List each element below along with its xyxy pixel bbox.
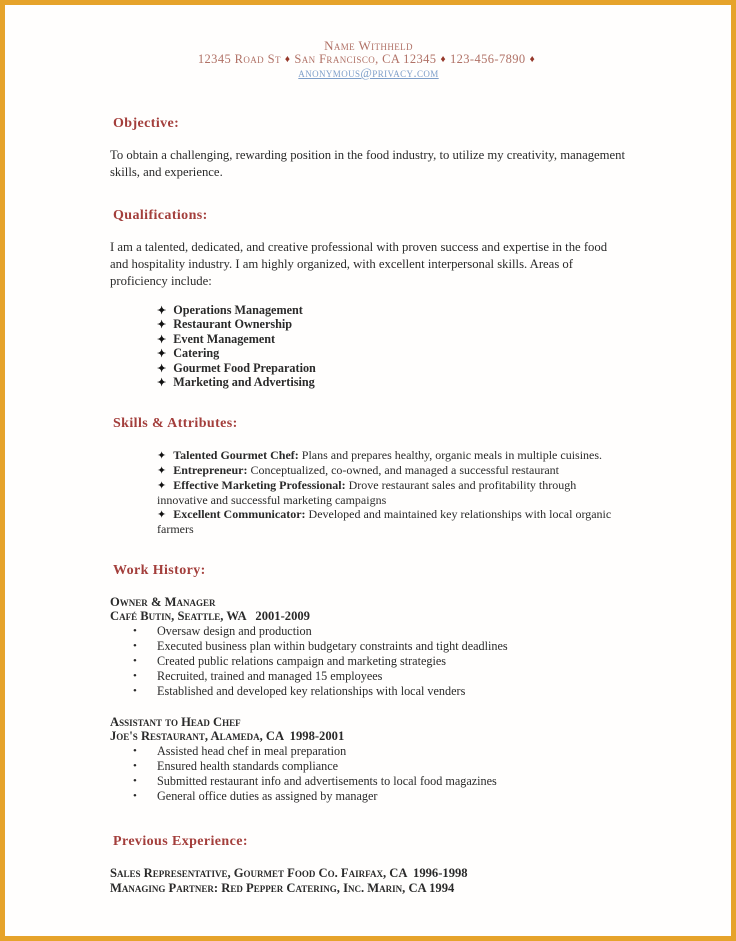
skill-description: Conceptualized, co-owned, and managed a successful restaurant <box>247 463 559 478</box>
skill-label: Entrepreneur: <box>173 463 248 478</box>
proficiency-area-item <box>110 362 627 377</box>
section-title-previous-experience: Previous Experience: <box>113 834 248 850</box>
proficiency-area-item <box>110 304 627 319</box>
skill-label: Excellent Communicator: <box>173 507 306 522</box>
skill-label: Talented Gourmet Chef: <box>173 448 299 463</box>
job-role: Assistant to Head Chef <box>110 715 241 730</box>
proficiency-area-item <box>110 376 627 391</box>
skill-item <box>110 463 627 478</box>
diamond-separator-icon: ♦ <box>284 53 291 65</box>
proficiency-area-label: Operations Management <box>173 302 303 317</box>
job-bullets-list <box>110 624 627 699</box>
job-bullet-text: Recruited, trained and managed 15 employees <box>157 669 383 684</box>
job-bullet-text: Oversaw design and production <box>157 624 312 639</box>
diamond-bullet-icon: ✦ <box>157 480 167 493</box>
job-bullet-text: Submitted restaurant info and advertisements to local food magazines <box>157 774 497 789</box>
person-name: Name Withheld <box>324 38 413 53</box>
proficiency-area-item <box>110 333 627 348</box>
dot-bullet-icon: • <box>133 775 137 788</box>
job-bullet-item <box>110 669 627 684</box>
objective-text: To obtain a challenging, rewarding position in the food industry, to utilize my creativity, management skills, and experience. <box>110 147 626 179</box>
skills-list <box>110 448 627 536</box>
proficiency-area-item <box>110 347 627 362</box>
proficiency-area-label: Gourmet Food Preparation <box>173 360 316 375</box>
section-title-objective: Objective: <box>113 115 180 131</box>
proficiency-areas-list <box>110 304 627 392</box>
job-bullet-item <box>110 624 627 639</box>
skill-description: Drove restaurant sales and profitability through innovative and successful marketing campaigns <box>157 478 577 508</box>
job-bullet-item <box>110 789 627 804</box>
job-bullet-text: General office duties as assigned by manager <box>157 789 378 804</box>
skill-item <box>110 478 627 507</box>
diamond-bullet-icon: ✦ <box>157 377 167 390</box>
email-row <box>110 67 627 81</box>
previous-experience-entry: Sales Representative, Gourmet Food Co. Fairfax, CA 1996-1998 <box>110 866 468 881</box>
phone-number: 123-456-7890 <box>449 51 526 66</box>
proficiency-area-label: Event Management <box>173 331 276 346</box>
dot-bullet-icon: • <box>133 670 137 683</box>
job-bullet-item <box>110 774 627 789</box>
proficiency-area-label: Marketing and Advertising <box>173 375 315 390</box>
dot-bullet-icon: • <box>133 655 137 668</box>
dot-bullet-icon: • <box>133 685 137 698</box>
job-bullet-text: Assisted head chef in meal preparation <box>157 744 347 759</box>
dot-bullet-icon: • <box>133 625 137 638</box>
job-bullet-item <box>110 744 627 759</box>
diamond-separator-icon: ♦ <box>440 53 446 65</box>
diamond-bullet-icon: ✦ <box>157 304 167 317</box>
diamond-separator-icon: ♦ <box>529 53 536 65</box>
job-bullets-list <box>110 744 627 804</box>
email-link[interactable]: anonymous@privacy.com <box>298 66 439 80</box>
proficiency-area-label: Restaurant Ownership <box>173 317 293 332</box>
job-bullet-text: Ensured health standards compliance <box>157 759 339 774</box>
diamond-bullet-icon: ✦ <box>157 319 167 332</box>
qualifications-text: I am a talented, dedicated, and creative professional with proven success and expertise in the food and hospitality industry. I am highly organized, with excellent interpersonal skills. Areas of proficiency include: <box>110 239 608 288</box>
document-header <box>110 39 627 81</box>
diamond-bullet-icon: ✦ <box>157 333 167 346</box>
diamond-bullet-icon: ✦ <box>157 509 167 522</box>
job-block-joes-restaurant <box>110 715 627 804</box>
resume-content <box>5 5 731 895</box>
diamond-bullet-icon: ✦ <box>157 362 167 375</box>
skill-description: Plans and prepares healthy, organic meals in multiple cuisines. <box>298 448 603 463</box>
skill-item <box>110 448 627 463</box>
address-street: 12345 Road St <box>197 51 281 66</box>
diamond-bullet-icon: ✦ <box>157 348 167 361</box>
previous-experience-list <box>110 866 627 895</box>
section-title-skills: Skills & Attributes: <box>113 416 238 432</box>
skill-label: Effective Marketing Professional: <box>173 478 346 493</box>
job-bullet-text: Established and developed key relationships with local venders <box>157 684 466 699</box>
dot-bullet-icon: • <box>133 790 137 803</box>
proficiency-area-label: Catering <box>173 346 220 361</box>
previous-experience-entry: Managing Partner: Red Pepper Catering, Inc. Marin, CA 1994 <box>110 880 455 895</box>
dot-bullet-icon: • <box>133 745 137 758</box>
job-company: Café Butin, Seattle, WA 2001-2009 <box>110 609 310 624</box>
address-city: San Francisco, CA 12345 <box>294 51 437 66</box>
dot-bullet-icon: • <box>133 760 137 773</box>
section-title-qualifications: Qualifications: <box>113 207 208 223</box>
dot-bullet-icon: • <box>133 640 137 653</box>
diamond-bullet-icon: ✦ <box>157 450 167 463</box>
skill-description: Developed and maintained key relationships with local organic farmers <box>157 507 612 537</box>
job-bullet-item <box>110 684 627 699</box>
diamond-bullet-icon: ✦ <box>157 465 167 478</box>
job-bullet-item <box>110 639 627 654</box>
job-company: Joe's Restaurant, Alameda, CA 1998-2001 <box>110 729 345 744</box>
job-bullet-item <box>110 654 627 669</box>
job-bullet-text: Created public relations campaign and marketing strategies <box>157 654 447 669</box>
contact-line <box>110 53 627 67</box>
job-role: Owner & Manager <box>110 595 216 610</box>
job-bullet-text: Executed business plan within budgetary constraints and tight deadlines <box>157 639 508 654</box>
job-block-cafe-butin <box>110 595 627 699</box>
skill-item <box>110 507 627 536</box>
proficiency-area-item <box>110 318 627 333</box>
section-title-work-history: Work History: <box>113 563 206 579</box>
job-bullet-item <box>110 759 627 774</box>
